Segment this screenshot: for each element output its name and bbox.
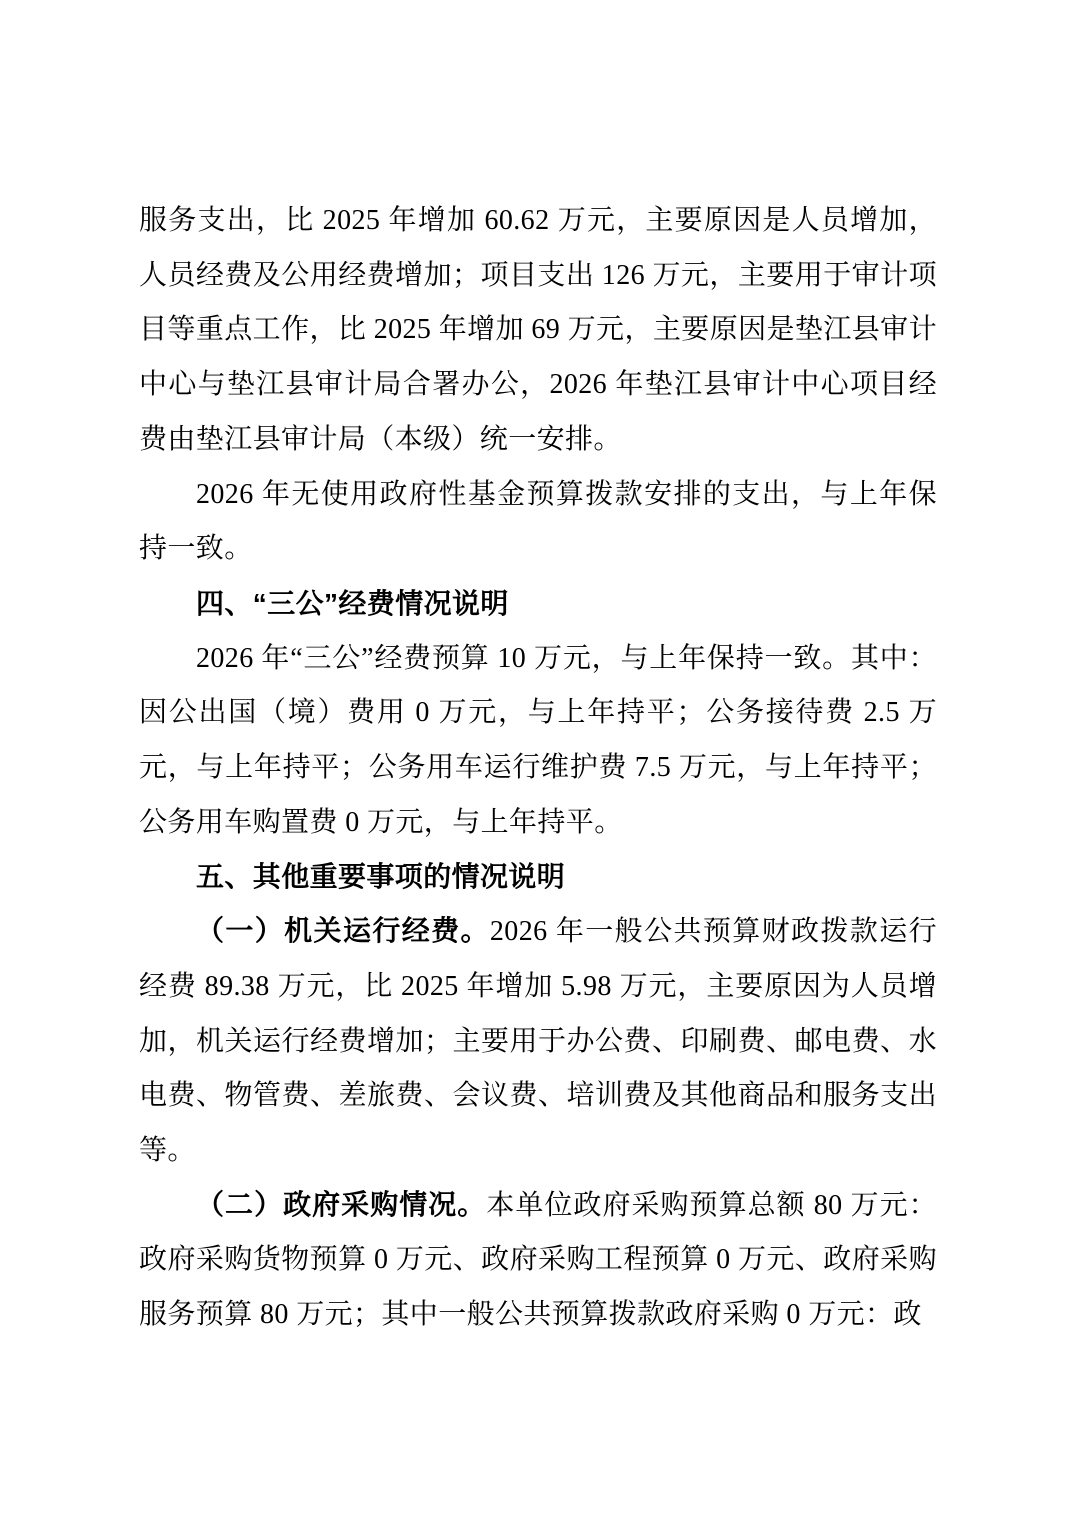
subsection-text-two: 本单位政府采购预算总额 80 万元：政府采购货物预算 0 万元、政府采购工程预算 0 万元、政府采购服务预算 80 万元；其中一般公共预算拨款政府采购 0 万元：政 — [139, 1189, 937, 1331]
paragraph-sangong-details: 2026 年“三公”经费预算 10 万元，与上年保持一致。其中：因公出国（境）费用 0 万元，与上年持平；公务接待费 2.5 万元，与上年持平；公务用车运行维护费 7.5 万元，与上年持平；公务用车购置费 0 万元，与上年持平。 — [139, 642, 937, 838]
document-text-block — [139, 194, 937, 1343]
paragraph-operating-expenses — [139, 905, 937, 1179]
paragraph-gov-fund-budget: 2026 年无使用政府性基金预算拨款安排的支出，与上年保持一致。 — [139, 478, 937, 565]
section-heading-four-sangong: 四、“三公”经费情况说明 — [196, 587, 509, 619]
subsection-label-one: （一）机关运行经费。 — [196, 916, 490, 948]
paragraph-service-expenditure: 服务支出，比 2025 年增加 60.62 万元，主要原因是人员增加，人员经费及公用经费增加；项目支出 126 万元，主要用于审计项目等重点工作，比 2025 年增加 69 万元，主要原因是垫江县审计中心与垫江县审计局合署办公，2026 年垫江县审计中心项目经费由垫江县审计局（本级）统一安排。 — [139, 205, 937, 455]
section-heading-five-other-matters: 五、其他重要事项的情况说明 — [196, 861, 566, 893]
subsection-text-one: 2026 年一般公共预算财政拨款运行经费 89.38 万元，比 2025 年增加 5.98 万元，主要原因为人员增加，机关运行经费增加；主要用于办公费、印刷费、邮电费、水电费、物管费、差旅费、会议费、培训费及其他商品和服务支出等。 — [139, 916, 937, 1166]
subsection-label-two: （二）政府采购情况。 — [196, 1189, 487, 1221]
paragraph-government-procurement — [139, 1179, 937, 1343]
